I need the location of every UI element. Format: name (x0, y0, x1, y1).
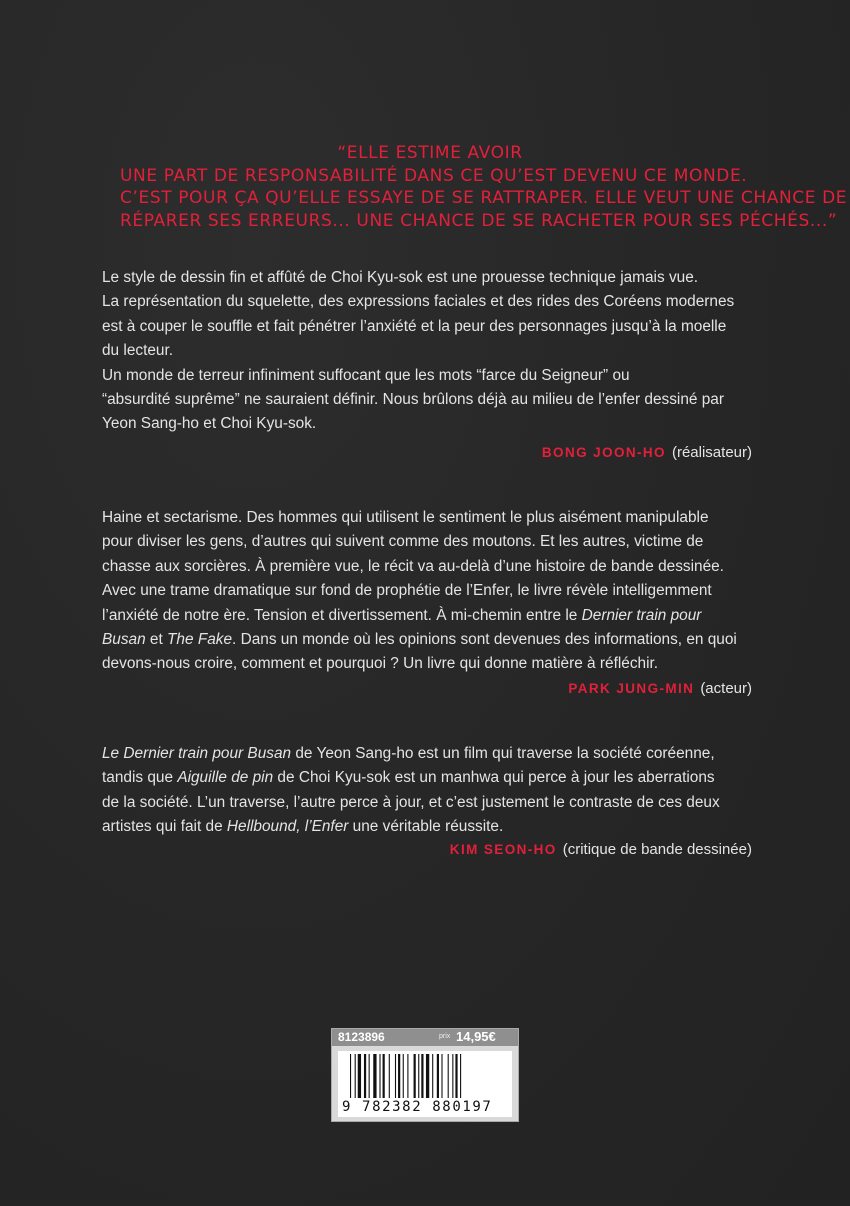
text-run: . Dans un monde où les opinions sont devenues des informations, en quoi (232, 631, 737, 649)
price: 14,95€ (456, 1029, 496, 1044)
author-role: (réalisateur) (671, 444, 752, 461)
review-line: La représentation du squelette, des expressions faciales et des rides des Coréens modernes (102, 293, 735, 311)
quote-line: UNE PART DE RESPONSABILITÉ DANS CE QU’EST DEVENU CE MONDE. (120, 165, 748, 186)
italic-title: Le Dernier train pour Busan (102, 745, 292, 762)
text-run: une véritable réussite. (348, 818, 504, 836)
barcode-icon (348, 1054, 508, 1098)
review-line: pour diviser les gens, d’autres qui suivent comme des moutons. Et les autres, victime de (102, 533, 704, 551)
text-run: tandis que (102, 769, 178, 787)
review-line (102, 604, 752, 628)
barcode-header (332, 1029, 518, 1046)
review-line: chasse aux sorcières. À première vue, le récit va au-delà d’une histoire de bande dessinée. (102, 557, 724, 575)
review-line (102, 815, 752, 839)
review-line: du lecteur. (102, 342, 174, 360)
review-line (102, 628, 752, 652)
review-park (102, 506, 752, 677)
attribution-bong (542, 444, 752, 461)
review-line: Avec une trame dramatique sur fond de prophétie de l’Enfer, le livre révèle intelligemment (102, 582, 712, 600)
author-role: (acteur) (700, 680, 752, 697)
text-run: l’anxiété de notre ère. Tension et divertissement. À mi-chemin entre le (102, 606, 582, 624)
author-role: (critique de bande dessinée) (562, 841, 752, 858)
quote-line: “ELLE ESTIME AVOIR (337, 143, 523, 163)
review-line (102, 742, 752, 766)
author-name: BONG JOON-HO (541, 445, 666, 460)
quote-line: C’EST POUR ÇA QU’ELLE ESSAYE DE SE RATTRAPER. ELLE VEUT UNE CHANCE DE (120, 188, 848, 208)
italic-title: Dernier train pour (581, 606, 702, 624)
review-line (102, 766, 752, 790)
quote-line: RÉPARER SES ERREURS... UNE CHANCE DE SE RACHETER POUR SES PÉCHÉS...” (120, 210, 838, 231)
text-run: de Choi Kyu-sok est un manhwa qui perce à jour les aberrations (273, 769, 715, 787)
price-label: prix (439, 1033, 451, 1040)
review-line: Un monde de terreur infiniment suffocant que les mots “farce du Seigneur” ou (102, 366, 630, 384)
review-line: Yeon Sang-ho et Choi Kyu-sok. (102, 415, 317, 433)
review-line: Haine et sectarisme. Des hommes qui utilisent le sentiment le plus aisément manipulable (102, 509, 709, 526)
review-line: “absurdité suprême” ne sauraient définir. Nous brûlons déjà au milieu de l’enfer dessiné par (102, 391, 724, 409)
text-run: et (145, 631, 168, 649)
italic-title: Hellbound, l’Enfer (226, 818, 349, 836)
attribution-park (568, 680, 752, 697)
italic-title: Aiguille de pin (177, 769, 274, 787)
text-run: artistes qui fait de (102, 818, 227, 836)
isbn-digits: 9 782382 880197 (342, 1099, 493, 1115)
text-run: de Yeon Sang-ho est un film qui traverse la société coréenne, (291, 745, 715, 762)
review-line: devons-nous croire, comment et pourquoi ? Un livre qui donne matière à réfléchir. (102, 655, 659, 673)
review-line: Le style de dessin fin et affûté de Choi Kyu-sok est une prouesse technique jamais vue. (102, 269, 699, 286)
italic-title: The Fake (167, 631, 233, 649)
product-code: 8123896 (338, 1030, 385, 1044)
barcode-sticker (331, 1028, 519, 1122)
review-kim (102, 742, 752, 840)
italic-title: Busan (102, 631, 146, 649)
attribution-kim (450, 841, 752, 858)
barcode-panel (338, 1051, 512, 1117)
author-name: PARK JUNG-MIN (568, 681, 695, 696)
author-name: KIM SEON-HO (449, 842, 557, 857)
review-line: est à couper le souffle et fait pénétrer l’anxiété et la peur des personnages jusqu’à la moelle (102, 317, 727, 335)
review-bong (102, 266, 752, 437)
review-line: de la société. L’un traverse, l’autre perce à jour, et c’est justement le contraste de ces deux (102, 793, 720, 811)
pull-quote (120, 142, 848, 232)
